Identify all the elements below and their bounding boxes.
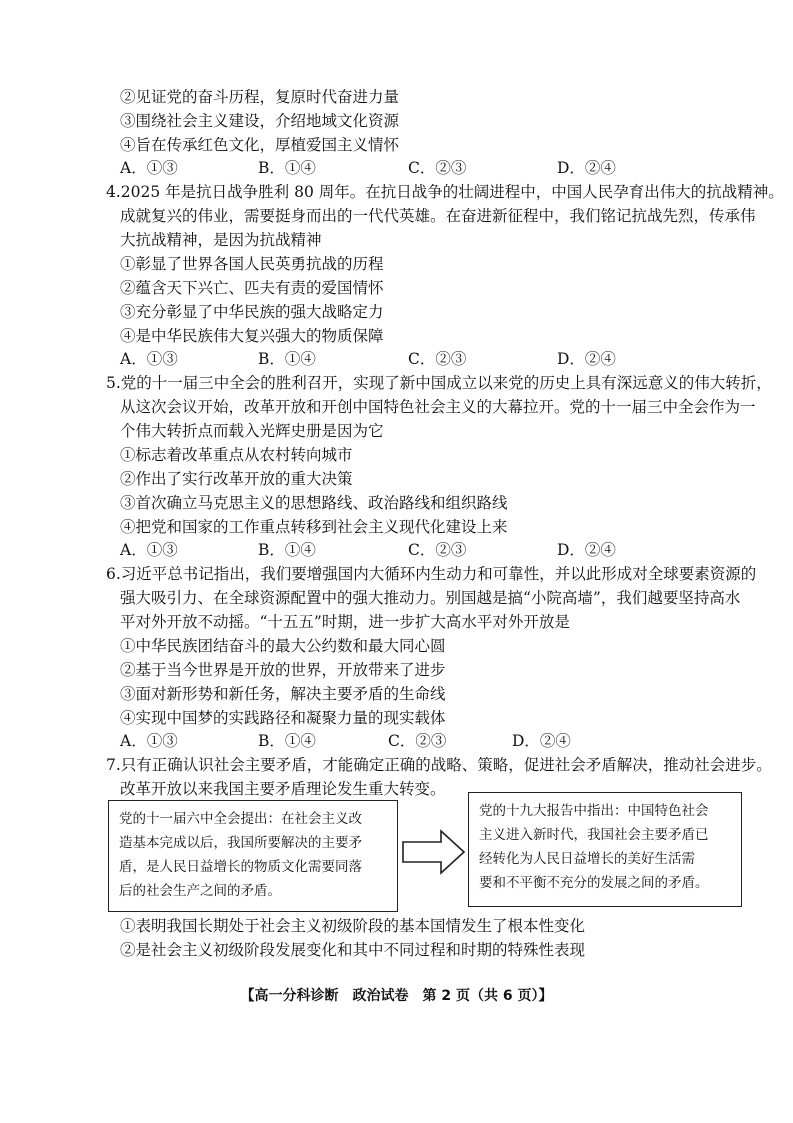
q5-option-4: ④把党和国家的工作重点转移到社会主义现代化建设上来: [120, 518, 508, 536]
q6-option-3: ③面对新形势和新任务，解决主要矛盾的生命线: [120, 685, 446, 703]
q6-choice-a: A．①③: [120, 732, 178, 750]
q6-option-2: ②基于当今世界是开放的世界，开放带来了进步: [120, 661, 446, 679]
q5-choice-a: A．①③: [120, 541, 178, 559]
right-arrow-icon: [401, 828, 467, 876]
page-footer: 【高一分科诊断 政治试卷 第 2 页（共 6 页）】: [240, 988, 553, 1004]
q5-option-1: ①标志着改革重点从农村转向城市: [120, 446, 353, 464]
q6-choice-d: D．②④: [512, 732, 571, 750]
q6-choice-b: B．①④: [258, 732, 316, 750]
q4-choice-b: B．①④: [258, 350, 316, 368]
q4-choice-a: A．①③: [120, 350, 178, 368]
q4-option-3: ③充分彰显了中华民族的强大战略定力: [120, 303, 384, 321]
q6-stem-line-3: 平对外开放不动摇。“十五五”时期，进一步扩大高水平对外开放是: [120, 613, 570, 631]
q6-option-1: ①中华民族团结奋斗的最大公约数和最大同心圆: [120, 637, 446, 655]
q7-box-left-line-1: 党的十一届六中全会提出：在社会主义改: [119, 811, 362, 827]
q7-option-1: ①表明我国长期处于社会主义初级阶段的基本国情发生了根本性变化: [120, 917, 586, 935]
q5-option-3: ③首次确立马克思主义的思想路线、政治路线和组织路线: [120, 494, 508, 512]
q3-choice-b: B．①④: [258, 159, 316, 177]
q7-box-right-line-3: 经转化为人民日益增长的美好生活需: [479, 851, 695, 867]
q5-stem-line-1: 5.党的十一届三中全会的胜利召开，实现了新中国成立以来党的历史上具有深远意义的伟大转折，: [106, 374, 772, 392]
q3-option-2: ②见证党的奋斗历程，复原时代奋进力量: [120, 88, 400, 106]
q6-option-4: ④实现中国梦的实践路径和凝聚力量的现实载体: [120, 709, 446, 727]
q7-box-right: [468, 792, 742, 907]
q5-choice-c: C．②③: [408, 541, 467, 559]
q6-stem-line-2: 强大吸引力、在全球资源配置中的强大推动力。别国越是搞“小院高墙”，我们越要坚持高水: [120, 589, 741, 607]
q4-stem-line-3: 大抗战精神，是因为抗战精神: [120, 231, 322, 249]
q5-choice-b: B．①④: [258, 541, 316, 559]
q4-option-1: ①彰显了世界各国人民英勇抗战的历程: [120, 255, 384, 273]
q4-choice-d: D．②④: [557, 350, 616, 368]
q3-choice-d: D．②④: [557, 159, 616, 177]
q7-box-right-line-2: 主义进入新时代，我国社会主要矛盾已: [479, 827, 709, 843]
q3-choice-c: C．②③: [408, 159, 467, 177]
q7-box-left: [108, 800, 398, 912]
q7-option-2: ②是社会主义初级阶段发展变化和其中不同过程和时期的特殊性表现: [120, 941, 586, 959]
q4-option-4: ④是中华民族伟大复兴强大的物质保障: [120, 327, 384, 345]
q3-option-3: ③围绕社会主义建设，介绍地域文化资源: [120, 112, 400, 130]
q7-stem-line-2: 改革开放以来我国主要矛盾理论发生重大转变。: [120, 780, 446, 798]
q3-choice-a: A．①③: [120, 159, 178, 177]
q5-choice-d: D．②④: [557, 541, 616, 559]
q7-box-left-line-3: 盾，是人民日益增长的物质文化需要同落: [119, 859, 362, 875]
q5-stem-line-2: 从这次会议开始，改革开放和开创中国特色社会主义的大幕拉开。党的十一届三中全会作为一: [120, 398, 756, 416]
q5-stem-line-3: 个伟大转折点而载入光辉史册是因为它: [120, 422, 384, 440]
q7-box-right-line-4: 要和不平衡不充分的发展之间的矛盾。: [479, 875, 709, 891]
q4-choice-c: C．②③: [408, 350, 467, 368]
q6-choice-c: C．②③: [388, 732, 447, 750]
q5-option-2: ②作出了实行改革开放的重大决策: [120, 470, 353, 488]
q4-stem-line-1: 4.2025 年是抗日战争胜利 80 周年。在抗日战争的壮阔进程中，中国人民孕育出伟大的抗战精神。: [106, 183, 784, 201]
q3-option-4: ④旨在传承红色文化，厚植爱国主义情怀: [120, 136, 400, 154]
q4-stem-line-2: 成就复兴的伟业，需要挺身而出的一代代英雄。在奋进新征程中，我们铭记抗战先烈，传承伟: [120, 207, 756, 225]
q6-stem-line-1: 6.习近平总书记指出，我们要增强国内大循环内生动力和可靠性，并以此形成对全球要素资源的: [106, 565, 757, 583]
q7-box-left-line-2: 造基本完成以后，我国所要解决的主要矛: [119, 835, 362, 851]
q7-box-right-line-1: 党的十九大报告中指出：中国特色社会: [479, 803, 709, 819]
q4-option-2: ②蕴含天下兴亡、匹夫有责的爱国情怀: [120, 279, 384, 297]
q7-box-left-line-4: 后的社会生产之间的矛盾。: [119, 883, 281, 899]
q7-stem-line-1: 7.只有正确认识社会主要矛盾，才能确定正确的战略、策略，促进社会矛盾解决，推动社会进步。: [106, 756, 772, 774]
